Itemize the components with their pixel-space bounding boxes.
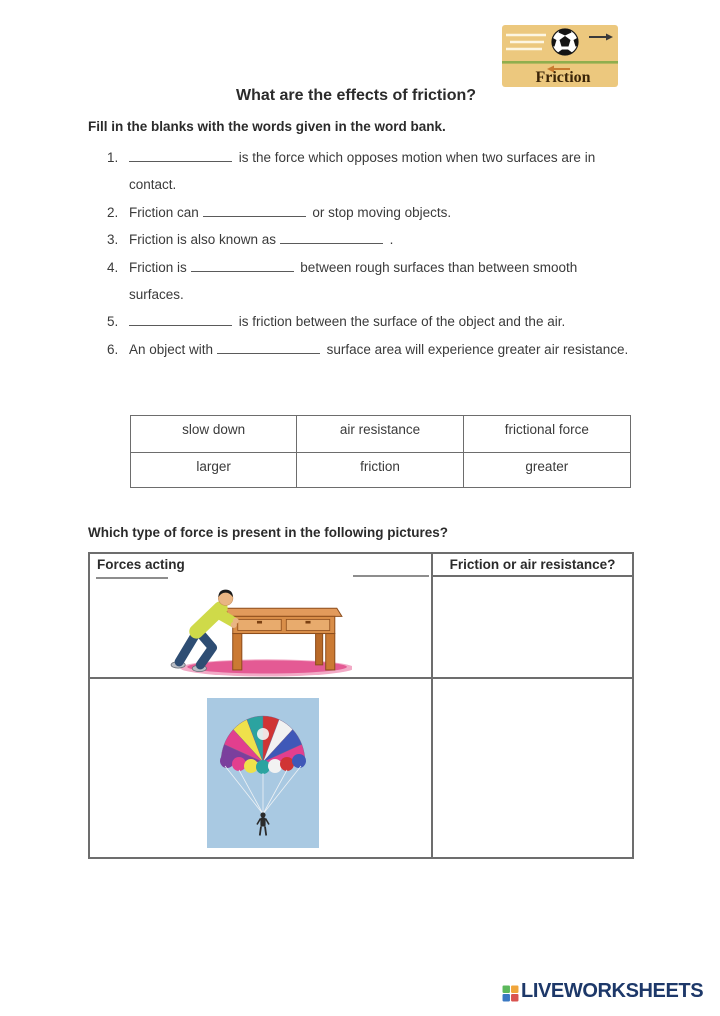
ground-line (502, 61, 618, 64)
question-text-pre: An object with (129, 341, 214, 357)
liveworksheets-footer (502, 980, 703, 1003)
answer-cell-row2[interactable] (433, 679, 632, 857)
question-number: 1. (107, 150, 119, 165)
word-bank-cell: slow down (131, 416, 297, 453)
instructions-text: Fill in the blanks with the words given in the word bank. (88, 119, 446, 134)
answer-blank[interactable] (203, 204, 306, 217)
forces-table (88, 552, 634, 859)
question-text-pre: Friction can (129, 204, 199, 220)
question-number: 6. (107, 341, 119, 357)
column-header-friction-or-air: Friction or air resistance? (449, 557, 616, 572)
question-item (107, 308, 634, 335)
question-text-post: is the force which opposes motion when two surfaces are in contact. (129, 150, 596, 193)
answer-blank[interactable] (280, 231, 383, 244)
word-bank-cell: friction (297, 453, 463, 487)
word-bank-cell: frictional force (464, 416, 630, 453)
column-header-forces-acting: Forces acting (97, 557, 185, 572)
man-pushing-table-image (166, 583, 352, 678)
answer-line[interactable] (353, 575, 429, 577)
question-text-post: or stop moving objects. (312, 204, 452, 220)
section-heading: Which type of force is present in the following pictures? (88, 525, 449, 540)
answer-blank[interactable] (129, 149, 232, 162)
question-text-pre: Friction is (129, 259, 187, 275)
question-text-post: between rough surfaces than between smooth surfaces. (129, 259, 578, 303)
word-bank-table (130, 415, 631, 488)
liveworksheets-logo-icon (502, 985, 519, 1002)
question-text (129, 199, 634, 226)
question-text (129, 336, 634, 363)
answer-line[interactable] (96, 577, 168, 579)
answer-cell-row1[interactable] (433, 577, 632, 677)
question-text-pre: Friction is also known as (129, 232, 277, 248)
liveworksheets-brand[interactable]: LIVEWORKSHEETS (521, 980, 704, 1002)
question-number: 2. (107, 204, 119, 220)
word-bank-cell: larger (131, 453, 297, 487)
question-text-post: is friction between the surface of the object and the air. (238, 314, 566, 330)
question-text (129, 144, 634, 199)
questions-list (107, 144, 634, 363)
question-number: 5. (107, 314, 119, 330)
word-bank-cell: air resistance (297, 416, 463, 453)
word-bank-cell: greater (525, 459, 569, 474)
question-item (107, 226, 634, 253)
answer-blank[interactable] (129, 313, 232, 326)
answer-blank[interactable] (191, 259, 294, 272)
answer-blank[interactable] (217, 341, 320, 354)
question-item (107, 144, 634, 199)
question-text-post: . (389, 232, 394, 248)
question-text (129, 308, 634, 335)
friction-image-caption: Friction (535, 69, 591, 86)
question-item (107, 336, 634, 363)
question-text-post: surface area will experience greater air resistance. (326, 341, 629, 357)
question-number: 3. (107, 232, 119, 248)
question-item (107, 254, 634, 309)
question-text (129, 254, 634, 309)
question-number: 4. (107, 259, 119, 275)
question-text (129, 226, 634, 253)
parachute-image (207, 698, 319, 848)
question-item (107, 199, 634, 226)
friction-lesson-image (502, 25, 618, 87)
worksheet-title: What are the effects of friction? (235, 87, 477, 104)
